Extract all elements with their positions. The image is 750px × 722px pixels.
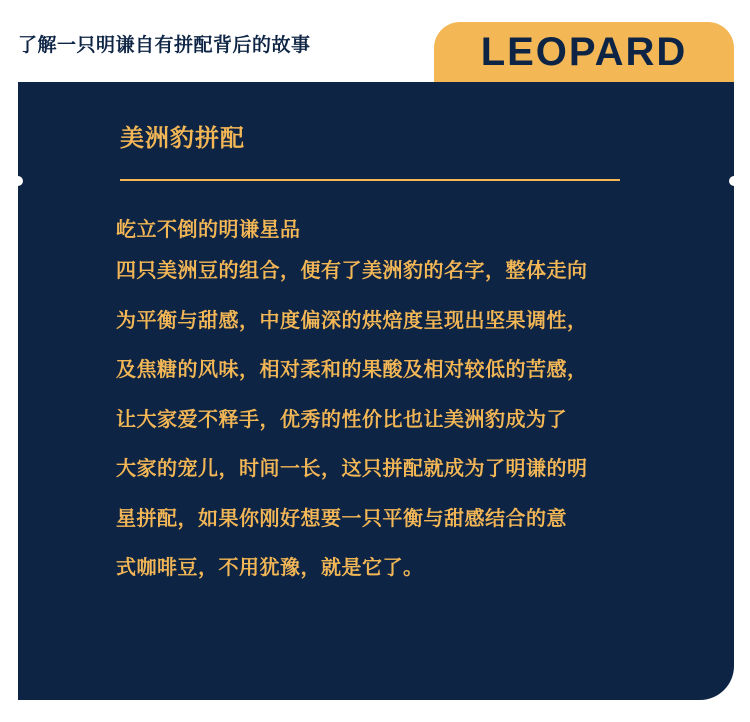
description-line: 星拼配，如果你刚好想要一只平衡与甜感结合的意 xyxy=(116,505,567,530)
description-block xyxy=(116,212,676,593)
page-caption: 了解一只明谦自有拼配背后的故事 xyxy=(18,34,311,56)
left-notch-dot xyxy=(13,176,23,186)
brand-name: LEOPARD xyxy=(480,30,688,74)
description-line: 式咖啡豆，不用犹豫，就是它了。 xyxy=(116,555,424,579)
description-line: 四只美洲豆的组合，便有了美洲豹的名字，整体走向 xyxy=(116,258,588,282)
description-line: 为平衡与甜感，中度偏深的烘焙度呈现出坚果调性， xyxy=(116,307,588,332)
description-line: 让大家爱不释手，优秀的性价比也让美洲豹成为了 xyxy=(116,406,567,431)
title-divider xyxy=(120,179,620,181)
section-title: 美洲豹拼配 xyxy=(120,124,245,152)
description-line: 及焦糖的风味，相对柔和的果酸及相对较低的苦感， xyxy=(116,357,588,381)
section-subtitle: 屹立不倒的明谦星品 xyxy=(116,217,301,241)
right-notch-dot xyxy=(729,176,739,186)
brand-tab xyxy=(434,22,734,90)
description-line: 大家的宠儿，时间一长，这只拼配就成为了明谦的明 xyxy=(116,456,588,480)
